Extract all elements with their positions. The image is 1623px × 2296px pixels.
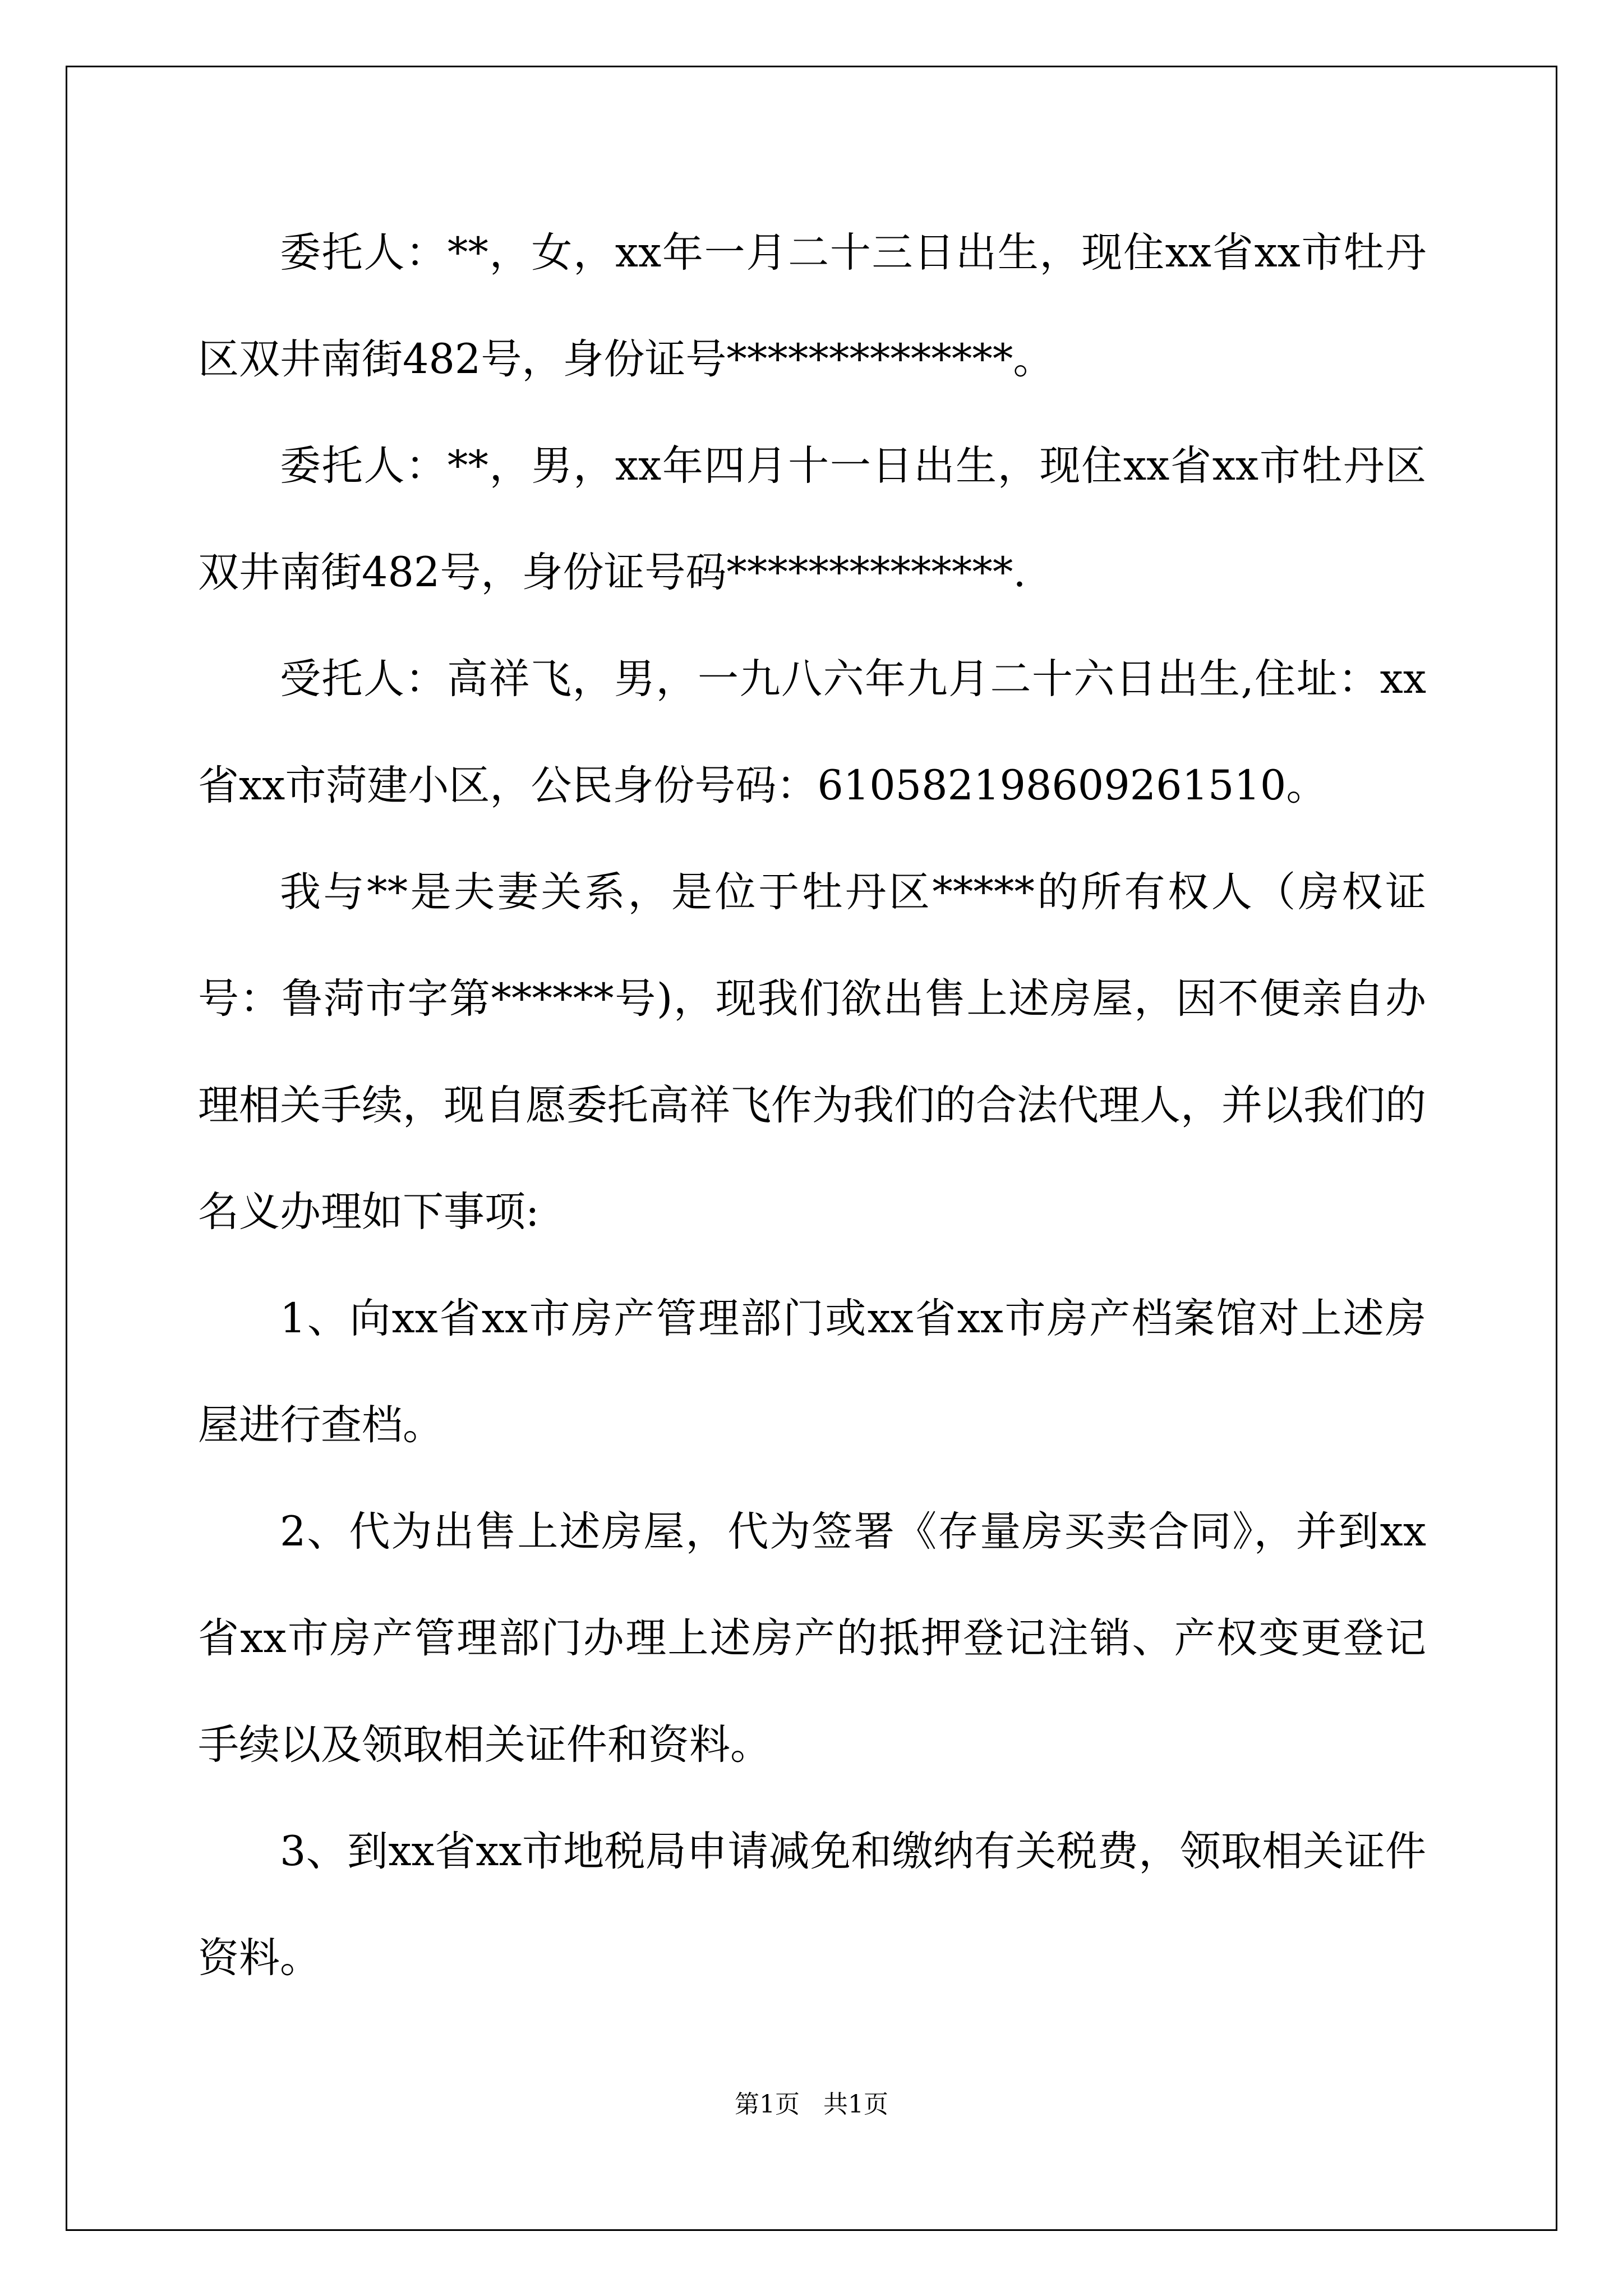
paragraph-principal-2: 委托人：**，男，xx年四月十一日出生，现住xx省xx市牡丹区双井南街482号，身份证号码**************.: [198, 442, 1426, 596]
paragraph-item-2: 2、代为出售上述房屋，代为签署《存量房买卖合同》，并到xx省xx市房产管理部门办理上述房产的抵押登记注销、产权变更登记手续以及领取相关证件和资料。: [198, 1508, 1426, 1769]
document-body: [198, 200, 1426, 2012]
page-footer: 第1页 共1页: [735, 2090, 888, 2119]
paragraph-item-1: 1、向xx省xx市房产管理部门或xx省xx市房产档案馆对上述房屋进行查档。: [198, 1295, 1426, 1449]
paragraph-item-3: 3、到xx省xx市地税局申请减免和缴纳有关税费，领取相关证件资料。: [198, 1828, 1426, 1982]
paragraph-agent: 受托人：高祥飞，男，一九八六年九月二十六日出生,住址：xx省xx市菏建小区，公民身份号码：610582198609261510。: [198, 655, 1426, 809]
paragraph-principal-1: 委托人：**，女，xx年一月二十三日出生，现住xx省xx市牡丹区双井南街482号，身份证号**************。: [198, 229, 1426, 383]
paragraph-statement: 我与**是夫妻关系，是位于牡丹区*****的所有权人（房权证号：鲁菏市字第******号)，现我们欲出售上述房屋，因不便亲自办理相关手续，现自愿委托高祥飞作为我们的合法代理人，并以我们的名义办理如下事项:: [198, 868, 1426, 1236]
